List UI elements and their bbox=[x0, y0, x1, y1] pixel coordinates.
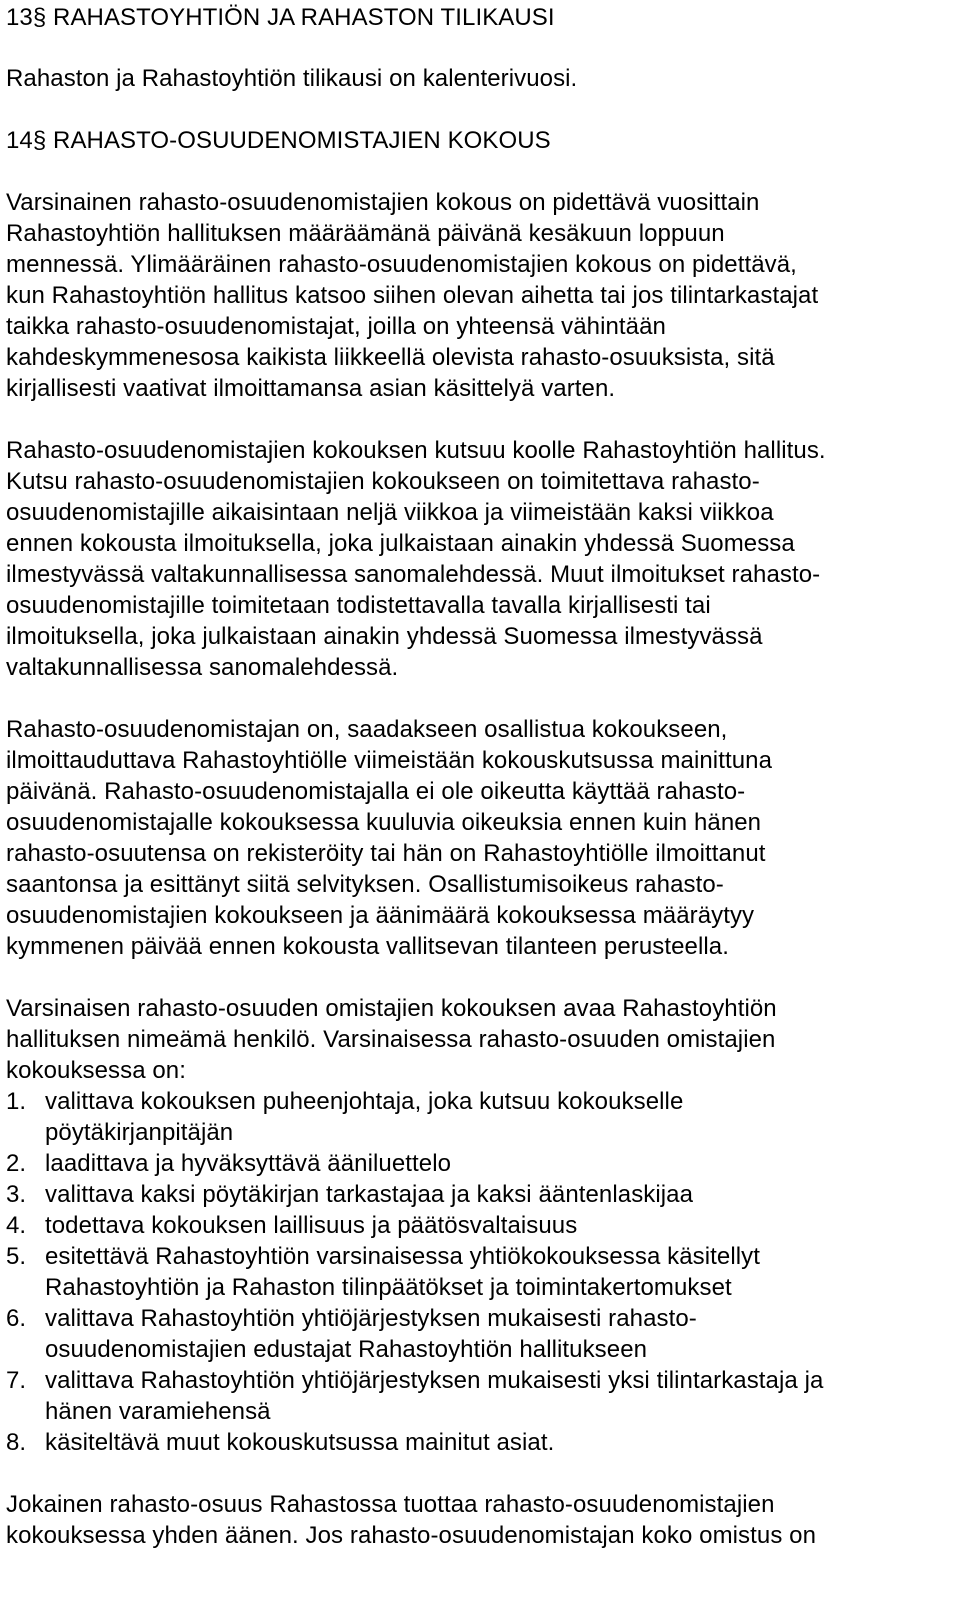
text-line: kymmenen päivää ennen kokousta vallitsevan tilanteen perusteella. bbox=[6, 933, 729, 960]
text-line: Varsinainen rahasto-osuudenomistajien kokous on pidettävä vuosittain bbox=[6, 189, 760, 216]
text-line: hallituksen nimeämä henkilö. Varsinaisessa rahasto-osuuden omistajien bbox=[6, 1026, 776, 1053]
text-line: Rahasto-osuudenomistajan on, saadakseen osallistua kokoukseen, bbox=[6, 716, 728, 743]
list-item-text: esitettävä Rahastoyhtiön varsinaisessa yhtiökokouksessa käsitellyt bbox=[45, 1243, 760, 1270]
text-line: valtakunnallisessa sanomalehdessä. bbox=[6, 654, 399, 681]
list-item-text: Rahastoyhtiön ja Rahaston tilinpäätökset ja toimintakertomukset bbox=[45, 1274, 732, 1301]
text-line: osuudenomistajille toimitetaan todistettavalla tavalla kirjallisesti tai bbox=[6, 592, 711, 619]
list-item-text: todettava kokouksen laillisuus ja päätösvaltaisuus bbox=[45, 1212, 578, 1239]
list-number: 6. bbox=[6, 1305, 27, 1332]
list-item bbox=[6, 1365, 946, 1427]
text-line: kirjallisesti vaativat ilmoittamansa asian käsittelyä varten. bbox=[6, 375, 616, 402]
list-item-text: laadittava ja hyväksyttävä ääniluettelo bbox=[45, 1150, 452, 1177]
text-line: osuudenomistajalle kokouksessa kuuluvia oikeuksia ennen kuin hänen bbox=[6, 809, 762, 836]
text-line: kokouksessa yhden äänen. Jos rahasto-osuudenomistajan koko omistus on bbox=[6, 1522, 816, 1549]
list-number: 7. bbox=[6, 1367, 27, 1394]
list-item bbox=[6, 1086, 946, 1148]
text-line: rahasto-osuutensa on rekisteröity tai hän on Rahastoyhtiölle ilmoittanut bbox=[6, 840, 766, 867]
list-item-text: valittava Rahastoyhtiön yhtiöjärjestyksen mukaisesti yksi tilintarkastaja ja bbox=[45, 1367, 824, 1394]
text-line: päivänä. Rahasto-osuudenomistajalla ei ole oikeutta käyttää rahasto- bbox=[6, 778, 746, 805]
text-line: mennessä. Ylimääräinen rahasto-osuudenomistajien kokous on pidettävä, bbox=[6, 251, 797, 278]
list-number: 4. bbox=[6, 1212, 27, 1239]
list-item bbox=[6, 1148, 946, 1179]
document-page bbox=[6, 0, 946, 1551]
list-number: 5. bbox=[6, 1243, 27, 1270]
list-item-text: osuudenomistajien edustajat Rahastoyhtiön hallitukseen bbox=[45, 1336, 648, 1363]
text-line: Rahasto-osuudenomistajien kokouksen kutsuu koolle Rahastoyhtiön hallitus. bbox=[6, 437, 826, 464]
list-item bbox=[6, 1427, 946, 1458]
text-line: kokouksessa on: bbox=[6, 1057, 186, 1084]
section-14-heading: 14§ RAHASTO-OSUUDENOMISTAJIEN KOKOUS bbox=[6, 127, 551, 154]
text-line: ennen kokousta ilmoituksella, joka julkaistaan ainakin yhdessä Suomessa bbox=[6, 530, 795, 557]
text-line: saantonsa ja esittänyt siitä selvityksen. Osallistumisoikeus rahasto- bbox=[6, 871, 724, 898]
text-line: Kutsu rahasto-osuudenomistajien kokoukseen on toimitettava rahasto- bbox=[6, 468, 760, 495]
list-item bbox=[6, 1210, 946, 1241]
list-item bbox=[6, 1303, 946, 1365]
list-number: 8. bbox=[6, 1429, 27, 1456]
text-line: Varsinaisen rahasto-osuuden omistajien kokouksen avaa Rahastoyhtiön bbox=[6, 995, 777, 1022]
list-item-text: valittava kaksi pöytäkirjan tarkastajaa ja kaksi ääntenlaskijaa bbox=[45, 1181, 694, 1208]
text-line: osuudenomistajille aikaisintaan neljä viikkoa ja viimeistään kaksi viikkoa bbox=[6, 499, 774, 526]
paragraph-annual-meeting bbox=[6, 187, 946, 404]
list-item-text: valittava kokouksen puheenjohtaja, joka kutsuu kokoukselle bbox=[45, 1088, 684, 1115]
section-13-text: Rahaston ja Rahastoyhtiön tilikausi on kalenterivuosi. bbox=[6, 65, 578, 92]
list-number: 3. bbox=[6, 1181, 27, 1208]
text-line: ilmoittauduttava Rahastoyhtiölle viimeistään kokouskutsussa mainittuna bbox=[6, 747, 772, 774]
list-item-text: käsiteltävä muut kokouskutsussa mainitut asiat. bbox=[45, 1429, 555, 1456]
list-item-text: pöytäkirjanpitäjän bbox=[45, 1119, 234, 1146]
paragraph-voting bbox=[6, 1489, 946, 1551]
text-line: ilmestyvässä valtakunnallisessa sanomalehdessä. Muut ilmoitukset rahasto- bbox=[6, 561, 821, 588]
section-13-heading: 13§ RAHASTOYHTIÖN JA RAHASTON TILIKAUSI bbox=[6, 4, 555, 31]
text-line: ilmoituksella, joka julkaistaan ainakin yhdessä Suomessa ilmestyvässä bbox=[6, 623, 763, 650]
list-item bbox=[6, 1241, 946, 1303]
text-line: taikka rahasto-osuudenomistajat, joilla on yhteensä vähintään bbox=[6, 313, 666, 340]
text-line: kun Rahastoyhtiön hallitus katsoo siihen olevan aihetta tai jos tilintarkastajat bbox=[6, 282, 819, 309]
paragraph-meeting-invitation bbox=[6, 435, 946, 683]
list-item-text: valittava Rahastoyhtiön yhtiöjärjestyksen mukaisesti rahasto- bbox=[45, 1305, 697, 1332]
list-number: 1. bbox=[6, 1088, 27, 1115]
list-item-text: hänen varamiehensä bbox=[45, 1398, 271, 1425]
list-number: 2. bbox=[6, 1150, 27, 1177]
paragraph-registration bbox=[6, 714, 946, 962]
text-line: osuudenomistajien kokoukseen ja äänimäärä kokouksessa määräytyy bbox=[6, 902, 755, 929]
list-item bbox=[6, 1179, 946, 1210]
text-line: Jokainen rahasto-osuus Rahastossa tuottaa rahasto-osuudenomistajien bbox=[6, 1491, 775, 1518]
agenda-list bbox=[6, 1086, 946, 1458]
text-line: kahdeskymmenesosa kaikista liikkeellä olevista rahasto-osuuksista, sitä bbox=[6, 344, 775, 371]
text-line: Rahastoyhtiön hallituksen määräämänä päivänä kesäkuun loppuun bbox=[6, 220, 725, 247]
paragraph-agenda-intro bbox=[6, 993, 946, 1086]
